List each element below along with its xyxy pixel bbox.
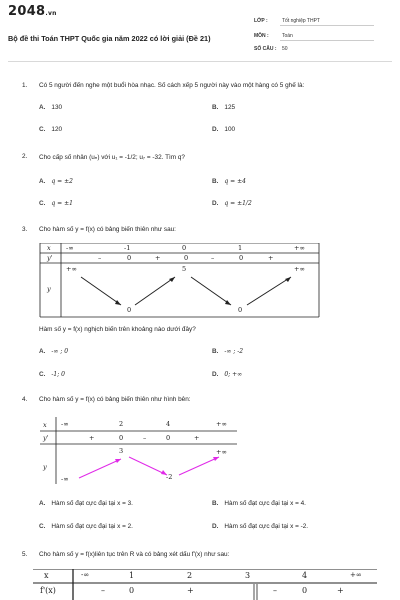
option-text: 125 <box>224 104 236 111</box>
q4-option-a[interactable] <box>39 500 133 507</box>
option-label: C. <box>39 523 46 530</box>
y-value: 0 <box>127 306 132 314</box>
option-label: D. <box>212 126 219 133</box>
q4-arrow-up <box>79 459 121 478</box>
option-label: B. <box>212 178 219 185</box>
option-label: B. <box>212 500 219 507</box>
row-label-x: x <box>47 244 51 252</box>
q1-option-c[interactable] <box>39 126 62 133</box>
q4-option-c[interactable] <box>39 523 133 530</box>
option-text: Hàm số đạt cực đại tại x = 2. <box>51 523 133 530</box>
q3-arrow-up-1 <box>135 277 175 305</box>
q1-option-d[interactable] <box>212 126 235 133</box>
header-divider <box>8 61 392 62</box>
option-text: Hàm số đạt cực đại tại x = 3. <box>51 500 133 507</box>
row-label-y: y <box>43 463 47 471</box>
option-label: B. <box>212 348 219 355</box>
x-value: 2 <box>119 420 124 428</box>
site-logo[interactable] <box>8 4 57 19</box>
q1-option-b[interactable] <box>212 104 235 111</box>
question-number: 3. <box>22 226 28 233</box>
q3-question: Hàm số y = f(x) nghịch biến trên khoảng nào dưới đây? <box>39 326 196 333</box>
x-value: 4 <box>166 420 171 428</box>
y-value: -∞ <box>61 475 69 483</box>
meta-key: MÔN : <box>254 33 269 39</box>
option-label: C. <box>39 371 46 378</box>
x-value: 0 <box>182 244 187 252</box>
option-label: D. <box>212 371 219 378</box>
meta-value: Tốt nghiệp THPT <box>282 18 320 24</box>
option-text: -∞ ; -2 <box>224 348 244 355</box>
row-label-x: x <box>43 421 47 429</box>
sign-value: – <box>143 434 147 442</box>
option-text: q = ±1/2 <box>224 200 252 207</box>
option-text: 100 <box>224 126 236 133</box>
q5-sign-table <box>33 569 378 600</box>
q3-option-a[interactable] <box>39 348 68 355</box>
q4-arrow-down <box>129 457 167 475</box>
q4-option-b[interactable] <box>212 500 306 507</box>
x-value: 4 <box>302 571 308 580</box>
x-value: 2 <box>187 571 193 580</box>
option-text: Hàm số đạt cực đại tại x = 4. <box>224 500 306 507</box>
question-text: Cho hàm số y = f(x)liên tục trên R và có bảng xét dấu f'(x) như sau: <box>39 551 230 558</box>
option-text: q = ±4 <box>224 178 246 185</box>
x-value: +∞ <box>216 420 227 428</box>
sign-value: 0 <box>119 434 124 442</box>
sign-value: – <box>98 254 102 262</box>
q4-arrow-up-2 <box>179 457 219 475</box>
option-text: 130 <box>51 104 63 111</box>
option-label: D. <box>212 200 219 207</box>
sign-value: 0 <box>127 254 132 262</box>
meta-value: Toán <box>282 33 293 39</box>
x-value: 1 <box>238 244 243 252</box>
y-value: +∞ <box>294 265 305 273</box>
question-number: 1. <box>22 82 28 89</box>
question-number: 2. <box>22 153 28 160</box>
option-label: A. <box>39 500 46 507</box>
x-value: +∞ <box>294 244 305 252</box>
q3-option-c[interactable] <box>39 371 65 378</box>
sign-value: – <box>211 254 215 262</box>
sign-value: + <box>337 586 344 595</box>
logo-text: 2048 <box>8 4 46 19</box>
option-text: 120 <box>51 126 63 133</box>
option-label: A. <box>39 104 46 111</box>
page-title: Bộ đề thi Toán THPT Quốc gia năm 2022 có lời giải (Đề 21) <box>8 34 211 43</box>
option-text: q = ±1 <box>51 200 73 207</box>
row-label-dy: y' <box>43 434 49 442</box>
question-number: 5. <box>22 551 28 558</box>
sign-value: + <box>89 434 95 442</box>
x-value: -1 <box>124 244 131 252</box>
question-text: Cho cấp số nhân (uₙ) với u₁ = -1/2; u₇ = -32. Tìm q? <box>39 154 185 161</box>
q4-option-d[interactable] <box>212 523 308 530</box>
q4-variation-table <box>39 417 239 485</box>
meta-value: 50 <box>282 46 288 52</box>
y-value: 0 <box>238 306 243 314</box>
y-value: 5 <box>182 265 187 273</box>
row-label-x: x <box>44 571 49 580</box>
x-value: -∞ <box>61 420 69 428</box>
sign-value: + <box>268 254 274 262</box>
y-value: 3 <box>119 447 124 455</box>
sign-value: + <box>187 586 194 595</box>
sign-value: 0 <box>166 434 171 442</box>
q1-option-a[interactable] <box>39 104 62 111</box>
meta-key: SỐ CÂU : <box>254 46 277 52</box>
q4-table-lines <box>39 417 239 485</box>
x-value: 3 <box>245 571 251 580</box>
option-text: 0; +∞ <box>224 371 243 378</box>
question-text: Cho hàm số y = f(x) có bảng biến thiên như hình bên: <box>39 396 191 403</box>
sign-value: + <box>155 254 161 262</box>
q2-option-d[interactable] <box>212 200 252 207</box>
q3-arrow-down-2 <box>191 277 231 305</box>
x-value: -∞ <box>81 571 90 579</box>
q3-arrow-up-2 <box>247 277 291 305</box>
q2-option-a[interactable] <box>39 178 73 185</box>
option-label: B. <box>212 104 219 111</box>
sign-value: 0 <box>184 254 189 262</box>
option-text: Hàm số đạt cực đại tại x = -2. <box>224 523 309 530</box>
x-value: -∞ <box>66 244 74 252</box>
sign-value: 0 <box>302 586 308 595</box>
option-label: A. <box>39 178 46 185</box>
sign-value: 0 <box>129 586 135 595</box>
y-value: -2 <box>166 473 173 481</box>
q3-table-lines <box>39 243 320 318</box>
question-text: Có 5 người đến nghe một buổi hòa nhạc. Số cách xếp 5 người này vào một hàng có 5 ghế là: <box>39 82 305 89</box>
q3-option-b[interactable] <box>212 348 243 355</box>
logo-suffix: .vn <box>45 10 57 17</box>
sign-value: + <box>194 434 200 442</box>
meta-key: LỚP : <box>254 18 268 24</box>
sign-value: – <box>273 586 277 595</box>
option-text: q = ±2 <box>51 178 73 185</box>
sign-value: – <box>101 586 105 595</box>
option-label: D. <box>212 523 219 530</box>
q3-arrow-down-1 <box>81 277 121 305</box>
option-text: -1; 0 <box>51 371 65 378</box>
option-label: A. <box>39 348 46 355</box>
x-value: +∞ <box>350 571 362 579</box>
question-text: Cho hàm số y = f(x) có bảng biến thiên như sau: <box>39 226 176 233</box>
y-value: +∞ <box>66 265 77 273</box>
q3-option-d[interactable] <box>212 371 242 378</box>
row-label-y: y <box>47 285 51 293</box>
q2-option-c[interactable] <box>39 200 73 207</box>
y-value: +∞ <box>216 448 227 456</box>
sign-value: 0 <box>239 254 244 262</box>
option-label: C. <box>39 200 46 207</box>
option-label: C. <box>39 126 46 133</box>
option-text: -∞ ; 0 <box>51 348 69 355</box>
row-label-df: f'(x) <box>40 586 56 595</box>
row-label-dy: y' <box>47 254 53 262</box>
question-number: 4. <box>22 396 28 403</box>
x-value: 1 <box>129 571 135 580</box>
q3-variation-table <box>39 243 320 318</box>
q2-option-b[interactable] <box>212 178 246 185</box>
